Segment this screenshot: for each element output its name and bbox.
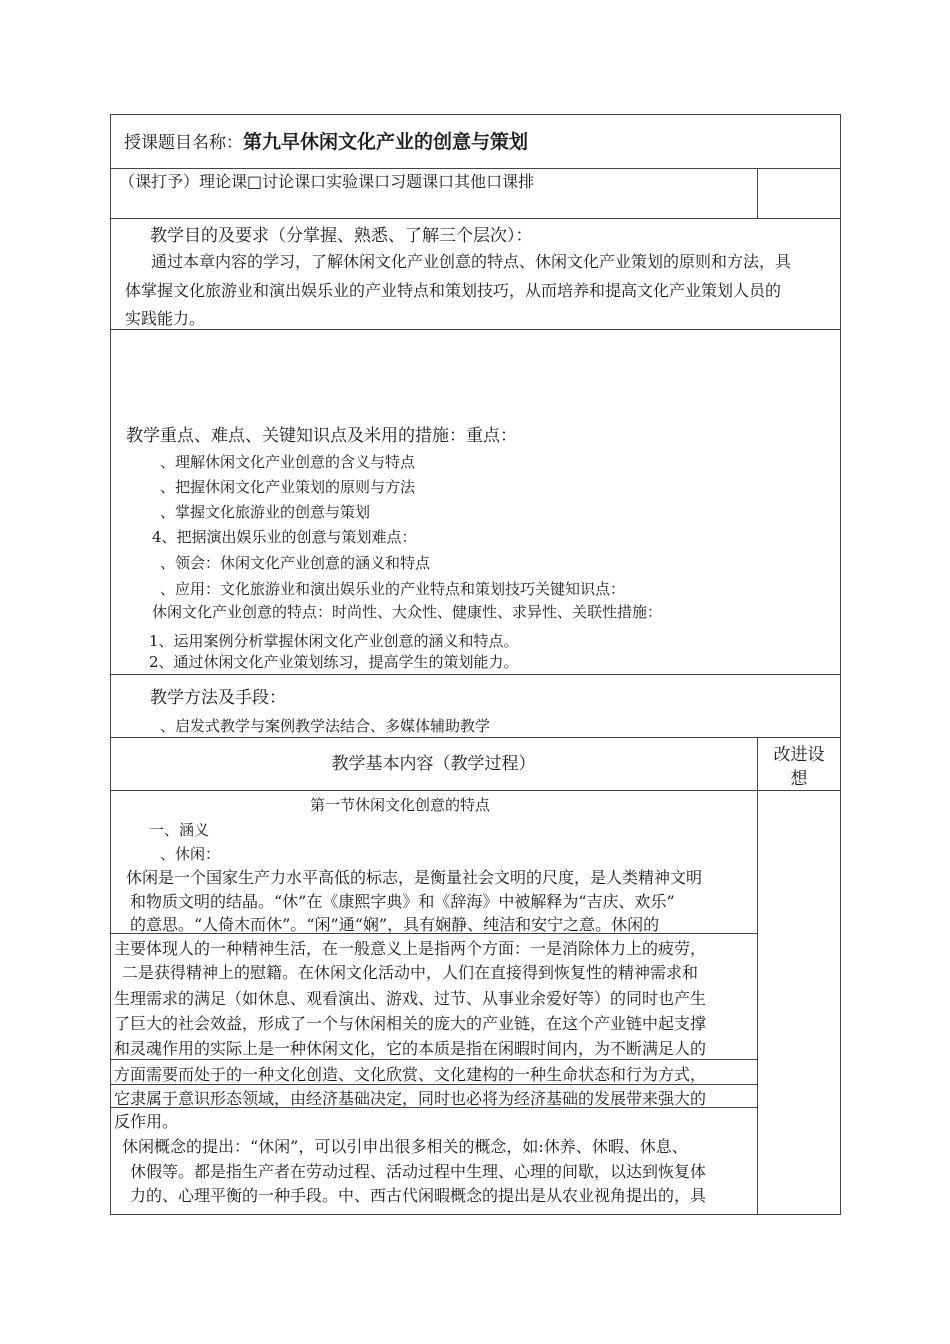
key-point-item: 、领会：休闲文化产业创意的涵义和特点 bbox=[160, 554, 431, 572]
course-title-label: 授课题目名称： bbox=[124, 133, 243, 153]
objectives-line: 体掌握文化旅游业和演出娱乐业的产业特点和策划技巧，从而培养和提高文化产业策划人员的 bbox=[125, 281, 782, 300]
course-title: 第九早休闲文化产业的创意与策划 bbox=[243, 131, 529, 153]
objectives-line: 实践能力。 bbox=[125, 309, 206, 328]
key-point-item: 1、运用案例分析掌握休闲文化产业创意的涵义和特点。 bbox=[149, 632, 519, 650]
content-line: 休闲是一个国家生产力水平高低的标志，是衡量社会文明的尺度，是人类精神文明 bbox=[126, 868, 703, 887]
key-point-item: 、应用：文化旅游业和演出娱乐业的产业特点和策划技巧关键知识点： bbox=[160, 580, 626, 598]
content-item: 、休闲： bbox=[160, 845, 221, 863]
key-point-item: 休闲文化产业创意的特点：时尚性、大众性、健康性、求异性、关联性措施： bbox=[152, 603, 663, 621]
content-header-main: 教学基本内容（教学过程） bbox=[331, 754, 536, 774]
key-point-item: 、把握休闲文化产业策划的原则与方法 bbox=[160, 478, 416, 496]
column-divider bbox=[757, 168, 758, 218]
key-point-item: 、掌握文化旅游业的创意与策划 bbox=[160, 503, 371, 521]
course-title-row bbox=[124, 133, 528, 152]
methods-line: 、启发式教学与案例教学法结合、多媒体辅助教学 bbox=[160, 717, 491, 735]
content-line: 二是获得精神上的慰籍。在休闲文化活动中，人们在直接得到恢复性的精神需求和 bbox=[122, 963, 699, 982]
row-divider bbox=[110, 737, 841, 738]
key-point-item: 4、把据演出娱乐业的创意与策划难点： bbox=[152, 528, 417, 546]
course-type: （课打予）理论课□讨论课口实验课口习题课口其他口课排 bbox=[119, 172, 535, 191]
key-point-item: 、理解休闲文化产业创意的含义与特点 bbox=[160, 453, 416, 471]
content-line: 主要体现人的一种精神生活，在一般意义上是指两个方面：一是消除体力上的疲劳， bbox=[114, 939, 707, 958]
objectives-heading: 教学目的及要求（分掌握、熟悉、了解三个层次）： bbox=[150, 226, 533, 246]
content-line: 生理需求的满足（如休息、观看演出、游戏、过节、从事业余爱好等）的同时也产生 bbox=[114, 989, 707, 1008]
content-line: 方面需要而处于的一种文化创造、文化欣赏、文化建构的一种生命状态和行为方式， bbox=[114, 1065, 707, 1084]
content-line: 和物质文明的结晶。“休”在《康熙字典》和《辞海》中被解释为“吉庆、欢乐” bbox=[130, 892, 675, 911]
content-line: 休假等。都是指生产者在劳动过程、活动过程中生理、心理的间歇，以达到恢复体 bbox=[130, 1162, 707, 1181]
key-points-heading: 教学重点、难点、关键知识点及米用的措施：重点： bbox=[126, 426, 517, 446]
methods-heading: 教学方法及手段： bbox=[150, 688, 286, 708]
inner-rule bbox=[110, 1084, 757, 1085]
key-point-item: 2、通过休闲文化产业策划练习，提高学生的策划能力。 bbox=[149, 653, 519, 671]
content-header-side: 想 bbox=[790, 769, 808, 789]
content-line: 了巨大的社会效益，形成了一个与休闲相关的庞大的产业链，在这个产业链中起支撑 bbox=[114, 1014, 707, 1033]
row-divider bbox=[110, 168, 841, 169]
content-line: 它隶属于意识形态领域，由经济基础决定，同时也必将为经济基础的发展带来强大的 bbox=[114, 1089, 707, 1108]
content-line: 的意思。“人倚木而休”。“闲”通“娴”，具有娴静、纯洁和安宁之意。休闲的 bbox=[130, 915, 660, 934]
objectives-line: 通过本章内容的学习，了解休闲文化产业创意的特点、休闲文化产业策划的原则和方法，具 bbox=[151, 252, 792, 271]
row-divider bbox=[110, 218, 841, 219]
content-line: 反作用。 bbox=[114, 1112, 179, 1131]
inner-rule bbox=[110, 1059, 757, 1060]
row-divider bbox=[110, 790, 841, 791]
content-header-side: 改进设 bbox=[773, 745, 825, 765]
subsection-title: 一、涵义 bbox=[149, 821, 210, 839]
content-line: 力的、心理平衡的一种手段。中、西古代闲暇概念的提出是从农业视角提出的，具 bbox=[130, 1186, 707, 1205]
row-divider bbox=[110, 329, 841, 330]
section-title: 第一节休闲文化创意的特点 bbox=[310, 796, 491, 814]
row-divider bbox=[110, 674, 841, 675]
column-divider bbox=[757, 737, 758, 1215]
content-line: 和灵魂作用的实际上是一种休闲文化，它的本质是指在闲暇时间内，为不断满足人的 bbox=[114, 1039, 707, 1058]
content-line: 休闲概念的提出：“休闲”，可以引申出很多相关的概念，如:休养、休暇、休息、 bbox=[122, 1137, 688, 1156]
